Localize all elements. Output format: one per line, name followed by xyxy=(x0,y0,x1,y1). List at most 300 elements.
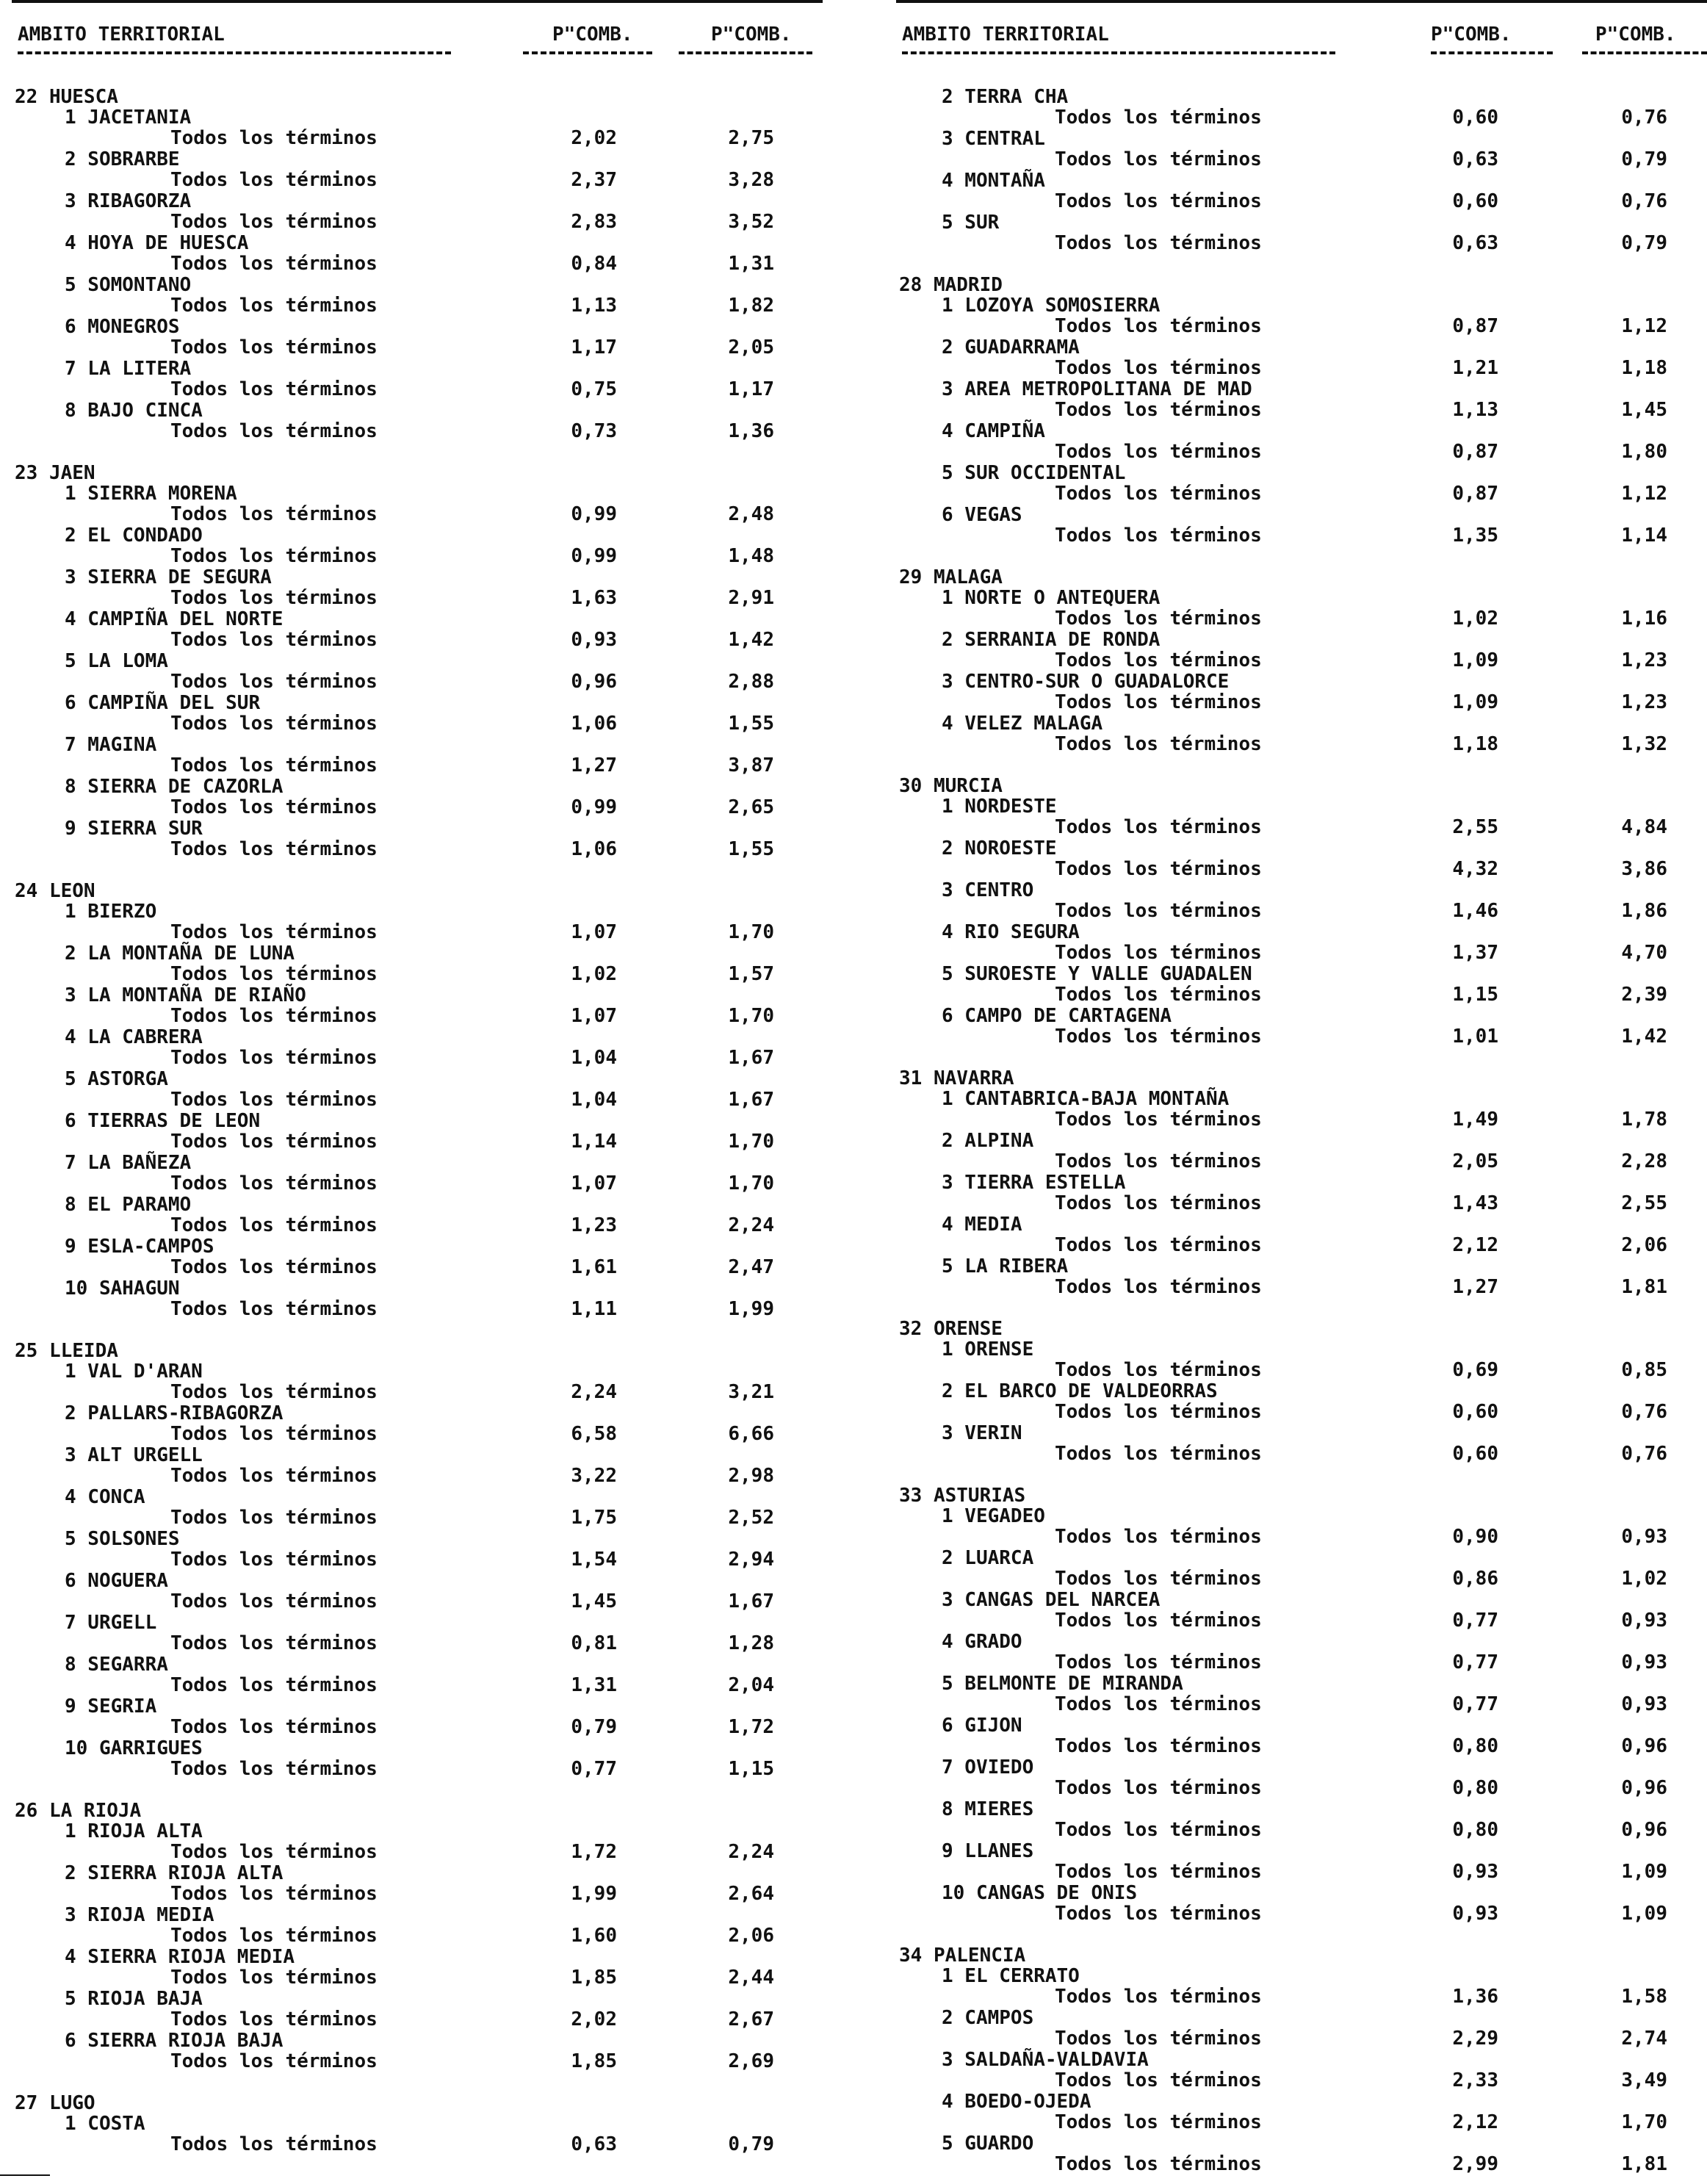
comarca-name: 4 BOEDO-OJEDA xyxy=(942,2091,1091,2113)
comarca-name: 7 LA LITERA xyxy=(65,358,192,380)
row-label: Todos los términos xyxy=(1055,190,1262,212)
value-pcomb-2: 1,58 xyxy=(1621,1986,1667,2008)
value-pcomb-2: 1,81 xyxy=(1621,2153,1667,2175)
value-pcomb-2: 2,91 xyxy=(728,587,774,609)
value-pcomb-2: 2,06 xyxy=(1621,1234,1667,1256)
top-rule xyxy=(12,0,823,3)
row-label: Todos los términos xyxy=(170,2050,378,2072)
row-label: Todos los términos xyxy=(170,503,378,525)
value-pcomb-1: 1,45 xyxy=(571,1590,617,1612)
value-pcomb-1: 1,46 xyxy=(1452,900,1498,922)
row-label: Todos los términos xyxy=(1055,649,1262,671)
table-row xyxy=(0,797,823,818)
table-row xyxy=(0,253,823,275)
row-label: Todos los términos xyxy=(170,1465,378,1487)
row-label: Todos los términos xyxy=(1055,816,1262,838)
value-pcomb-1: 0,81 xyxy=(571,1632,617,1654)
comarca-name: 2 SERRANIA DE RONDA xyxy=(942,629,1161,651)
province-heading: 26 LA RIOJA xyxy=(15,1800,142,1822)
value-pcomb-1: 3,22 xyxy=(571,1465,617,1487)
value-pcomb-2: 0,76 xyxy=(1621,190,1667,212)
value-pcomb-2: 2,64 xyxy=(728,1883,774,1905)
value-pcomb-2: 0,79 xyxy=(1621,232,1667,254)
value-pcomb-2: 1,36 xyxy=(728,420,774,442)
value-pcomb-2: 1,02 xyxy=(1621,1568,1667,1590)
table-row xyxy=(889,1568,1707,1590)
comarca-name: 4 SIERRA RIOJA MEDIA xyxy=(65,1946,295,1968)
table-row xyxy=(0,1382,823,1403)
table-row xyxy=(0,1257,823,1278)
table-row xyxy=(0,713,823,735)
row-label: Todos los términos xyxy=(170,1172,378,1194)
table-row xyxy=(889,149,1707,170)
row-label: Todos los términos xyxy=(1055,2028,1262,2050)
comarca-name: 3 SALDAÑA-VALDAVIA xyxy=(942,2049,1149,2071)
comarca-name: 3 SIERRA DE SEGURA xyxy=(65,566,272,588)
table-row xyxy=(0,1048,823,1069)
comarca-name: 8 SIERRA DE CAZORLA xyxy=(65,776,284,798)
table-row xyxy=(0,1424,823,1445)
comarca-name: 4 CAMPIÑA xyxy=(942,420,1045,442)
header-rule xyxy=(679,51,812,54)
value-pcomb-2: 0,93 xyxy=(1621,1526,1667,1548)
value-pcomb-2: 3,49 xyxy=(1621,2069,1667,2091)
row-label: Todos los términos xyxy=(1055,1359,1262,1381)
value-pcomb-1: 2,99 xyxy=(1452,2153,1498,2175)
table-row xyxy=(0,839,823,860)
table-row xyxy=(889,1862,1707,1883)
table-row xyxy=(889,1277,1707,1298)
row-label: Todos los términos xyxy=(1055,608,1262,630)
row-label: Todos los términos xyxy=(1055,1192,1262,1214)
table-row xyxy=(889,1652,1707,1673)
province-heading: 34 PALENCIA xyxy=(899,1945,1026,1967)
table-row xyxy=(889,1694,1707,1715)
header-rule xyxy=(902,51,1335,54)
row-label: Todos los términos xyxy=(1055,1693,1262,1715)
value-pcomb-1: 2,24 xyxy=(571,1381,617,1403)
table-row xyxy=(889,1151,1707,1172)
value-pcomb-1: 2,02 xyxy=(571,127,617,149)
comarca-name: 2 LUARCA xyxy=(942,1547,1034,1569)
value-pcomb-1: 0,79 xyxy=(571,1716,617,1738)
table-header xyxy=(889,24,1707,68)
value-pcomb-1: 1,07 xyxy=(571,921,617,943)
comarca-name: 2 GUADARRAMA xyxy=(942,336,1080,358)
comarca-name: 6 NOGUERA xyxy=(65,1570,168,1592)
value-pcomb-2: 1,18 xyxy=(1621,357,1667,379)
table-row xyxy=(0,1591,823,1612)
value-pcomb-1: 1,13 xyxy=(571,295,617,317)
row-label: Todos los términos xyxy=(1055,858,1262,880)
row-label: Todos los términos xyxy=(170,1381,378,1403)
comarca-name: 1 SIERRA MORENA xyxy=(65,483,237,505)
row-label: Todos los términos xyxy=(1055,232,1262,254)
value-pcomb-1: 1,31 xyxy=(571,1674,617,1696)
table-row xyxy=(0,1299,823,1320)
value-pcomb-1: 2,12 xyxy=(1452,2111,1498,2133)
value-pcomb-2: 1,12 xyxy=(1621,315,1667,337)
comarca-name: 6 VEGAS xyxy=(942,504,1022,526)
value-pcomb-1: 0,60 xyxy=(1452,1443,1498,1465)
comarca-name: 5 BELMONTE DE MIRANDA xyxy=(942,1673,1183,1695)
value-pcomb-1: 0,80 xyxy=(1452,1735,1498,1757)
row-label: Todos los términos xyxy=(1055,1610,1262,1632)
comarca-name: 2 LA MONTAÑA DE LUNA xyxy=(65,943,295,965)
value-pcomb-2: 2,98 xyxy=(728,1465,774,1487)
table-row xyxy=(889,1903,1707,1925)
value-pcomb-1: 1,72 xyxy=(571,1841,617,1863)
header-rule xyxy=(1431,51,1553,54)
value-pcomb-1: 0,99 xyxy=(571,796,617,818)
value-pcomb-2: 1,42 xyxy=(728,629,774,651)
row-label: Todos los términos xyxy=(170,963,378,985)
value-pcomb-2: 2,24 xyxy=(728,1841,774,1863)
value-pcomb-1: 0,60 xyxy=(1452,190,1498,212)
value-pcomb-2: 1,23 xyxy=(1621,691,1667,713)
province-heading: 23 JAEN xyxy=(15,462,95,484)
row-label: Todos los términos xyxy=(170,545,378,567)
value-pcomb-1: 1,02 xyxy=(1452,608,1498,630)
comarca-name: 10 CANGAS DE ONIS xyxy=(942,1882,1138,1904)
comarca-name: 5 RIOJA BAJA xyxy=(65,1988,203,2010)
value-pcomb-2: 2,88 xyxy=(728,671,774,693)
comarca-name: 6 CAMPO DE CARTAGENA xyxy=(942,1005,1172,1027)
value-pcomb-1: 1,07 xyxy=(571,1172,617,1194)
value-pcomb-1: 1,17 xyxy=(571,336,617,358)
table-row xyxy=(889,525,1707,547)
row-label: Todos los términos xyxy=(170,420,378,442)
table-row xyxy=(0,379,823,400)
comarca-name: 5 SUROESTE Y VALLE GUADALEN xyxy=(942,963,1252,985)
table-row xyxy=(0,1173,823,1194)
table-row xyxy=(889,1402,1707,1423)
table-row xyxy=(0,1717,823,1738)
value-pcomb-2: 4,84 xyxy=(1621,816,1667,838)
value-pcomb-1: 0,96 xyxy=(571,671,617,693)
header-rule xyxy=(1582,51,1707,54)
comarca-name: 9 SEGRIA xyxy=(65,1695,157,1718)
table-row xyxy=(889,233,1707,254)
value-pcomb-1: 0,90 xyxy=(1452,1526,1498,1548)
row-label: Todos los términos xyxy=(1055,1777,1262,1799)
row-label: Todos los términos xyxy=(1055,1109,1262,1131)
value-pcomb-1: 0,80 xyxy=(1452,1819,1498,1841)
value-pcomb-2: 1,31 xyxy=(728,253,774,275)
comarca-name: 7 LA BAÑEZA xyxy=(65,1152,192,1174)
table-row xyxy=(889,1235,1707,1256)
row-label: Todos los términos xyxy=(1055,1026,1262,1048)
value-pcomb-1: 0,69 xyxy=(1452,1359,1498,1381)
value-pcomb-2: 3,21 xyxy=(728,1381,774,1403)
comarca-name: 3 LA MONTAÑA DE RIAÑO xyxy=(65,984,306,1006)
row-label: Todos los términos xyxy=(170,1131,378,1153)
comarca-name: 2 NOROESTE xyxy=(942,837,1057,859)
value-pcomb-2: 1,67 xyxy=(728,1089,774,1111)
value-pcomb-1: 1,23 xyxy=(571,1214,617,1236)
value-pcomb-1: 6,58 xyxy=(571,1423,617,1445)
row-label: Todos los términos xyxy=(170,336,378,358)
value-pcomb-1: 1,06 xyxy=(571,838,617,860)
comarca-name: 1 VAL D'ARAN xyxy=(65,1361,203,1383)
province-heading: 33 ASTURIAS xyxy=(899,1485,1026,1507)
value-pcomb-2: 3,52 xyxy=(728,211,774,233)
value-pcomb-1: 0,60 xyxy=(1452,107,1498,129)
value-pcomb-2: 1,45 xyxy=(1621,399,1667,421)
table-row xyxy=(889,901,1707,922)
value-pcomb-1: 1,27 xyxy=(571,754,617,776)
table-row xyxy=(0,964,823,985)
comarca-name: 3 CENTRO xyxy=(942,879,1034,901)
row-label: Todos los términos xyxy=(170,1883,378,1905)
row-label: Todos los términos xyxy=(1055,1986,1262,2008)
value-pcomb-2: 1,70 xyxy=(728,1172,774,1194)
table-row xyxy=(0,922,823,943)
row-label: Todos los términos xyxy=(170,1841,378,1863)
value-pcomb-2: 1,81 xyxy=(1621,1276,1667,1298)
table-row xyxy=(889,1736,1707,1757)
value-pcomb-1: 2,29 xyxy=(1452,2028,1498,2050)
comarca-name: 3 TIERRA ESTELLA xyxy=(942,1172,1126,1194)
comarca-name: 3 VERIN xyxy=(942,1422,1022,1444)
header-rule xyxy=(18,51,451,54)
table-row xyxy=(889,859,1707,880)
value-pcomb-2: 2,94 xyxy=(728,1549,774,1571)
comarca-name: 8 EL PARAMO xyxy=(65,1194,192,1216)
header-col2: P"COMB. xyxy=(711,24,792,46)
comarca-name: 5 SOMONTANO xyxy=(65,274,192,296)
value-pcomb-1: 0,77 xyxy=(1452,1651,1498,1673)
table-row xyxy=(889,734,1707,755)
province-heading: 27 LUGO xyxy=(15,2092,95,2114)
comarca-name: 1 EL CERRATO xyxy=(942,1965,1080,1987)
row-label: Todos los términos xyxy=(1055,733,1262,755)
value-pcomb-2: 3,28 xyxy=(728,169,774,191)
table-row xyxy=(0,2051,823,2072)
value-pcomb-1: 0,77 xyxy=(571,1758,617,1780)
comarca-name: 4 HOYA DE HUESCA xyxy=(65,232,249,254)
value-pcomb-1: 1,85 xyxy=(571,2050,617,2072)
value-pcomb-1: 0,75 xyxy=(571,378,617,400)
value-pcomb-2: 1,67 xyxy=(728,1590,774,1612)
value-pcomb-2: 1,70 xyxy=(728,1005,774,1027)
comarca-name: 9 ESLA-CAMPOS xyxy=(65,1236,214,1258)
comarca-name: 1 COSTA xyxy=(65,2113,145,2135)
row-label: Todos los términos xyxy=(170,1089,378,1111)
value-pcomb-1: 4,32 xyxy=(1452,858,1498,880)
table-row xyxy=(0,337,823,358)
value-pcomb-1: 1,27 xyxy=(1452,1276,1498,1298)
table-row xyxy=(889,191,1707,212)
row-label: Todos los términos xyxy=(1055,1276,1262,1298)
value-pcomb-1: 0,80 xyxy=(1452,1777,1498,1799)
header-ambito: AMBITO TERRITORIAL xyxy=(18,24,225,46)
table-row xyxy=(0,1466,823,1487)
row-label: Todos los términos xyxy=(1055,1526,1262,1548)
comarca-name: 9 LLANES xyxy=(942,1840,1034,1862)
value-pcomb-2: 2,24 xyxy=(728,1214,774,1236)
row-label: Todos los términos xyxy=(170,169,378,191)
value-pcomb-1: 0,93 xyxy=(1452,1861,1498,1883)
value-pcomb-2: 1,55 xyxy=(728,713,774,735)
row-label: Todos los términos xyxy=(170,1214,378,1236)
row-label: Todos los términos xyxy=(170,1674,378,1696)
row-label: Todos los términos xyxy=(170,1047,378,1069)
table-row xyxy=(889,1778,1707,1799)
comarca-name: 3 AREA METROPOLITANA DE MAD xyxy=(942,378,1252,400)
row-label: Todos los términos xyxy=(170,1423,378,1445)
row-label: Todos los términos xyxy=(170,2133,378,2155)
value-pcomb-2: 2,44 xyxy=(728,1967,774,1989)
comarca-name: 9 SIERRA SUR xyxy=(65,818,203,840)
table-row xyxy=(0,630,823,651)
row-label: Todos los términos xyxy=(1055,900,1262,922)
value-pcomb-2: 2,47 xyxy=(728,1256,774,1278)
comarca-name: 10 GARRIGUES xyxy=(65,1737,203,1759)
table-header xyxy=(0,24,823,68)
value-pcomb-2: 1,86 xyxy=(1621,900,1667,922)
value-pcomb-1: 0,63 xyxy=(1452,148,1498,170)
value-pcomb-2: 1,70 xyxy=(728,921,774,943)
row-label: Todos los términos xyxy=(170,2008,378,2030)
table-row xyxy=(889,943,1707,964)
value-pcomb-2: 0,96 xyxy=(1621,1777,1667,1799)
value-pcomb-1: 1,85 xyxy=(571,1967,617,1989)
value-pcomb-2: 2,74 xyxy=(1621,2028,1667,2050)
table-row xyxy=(889,1193,1707,1214)
row-label: Todos los términos xyxy=(170,253,378,275)
comarca-name: 3 RIOJA MEDIA xyxy=(65,1904,214,1926)
value-pcomb-2: 1,16 xyxy=(1621,608,1667,630)
table-row xyxy=(889,2028,1707,2050)
row-label: Todos los términos xyxy=(1055,691,1262,713)
comarca-name: 10 SAHAGUN xyxy=(65,1277,180,1300)
value-pcomb-1: 0,87 xyxy=(1452,315,1498,337)
comarca-name: 3 ALT URGELL xyxy=(65,1444,203,1466)
value-pcomb-2: 1,09 xyxy=(1621,1861,1667,1883)
value-pcomb-2: 1,23 xyxy=(1621,649,1667,671)
row-label: Todos los términos xyxy=(170,754,378,776)
value-pcomb-2: 2,05 xyxy=(728,336,774,358)
value-pcomb-2: 0,93 xyxy=(1621,1610,1667,1632)
table-row xyxy=(0,1089,823,1111)
row-label: Todos los términos xyxy=(1055,1401,1262,1423)
row-label: Todos los términos xyxy=(1055,483,1262,505)
value-pcomb-1: 1,63 xyxy=(571,587,617,609)
value-pcomb-1: 0,77 xyxy=(1452,1693,1498,1715)
comarca-name: 7 OVIEDO xyxy=(942,1756,1034,1778)
value-pcomb-2: 3,87 xyxy=(728,754,774,776)
comarca-name: 1 JACETANIA xyxy=(65,107,192,129)
comarca-name: 5 ASTORGA xyxy=(65,1068,168,1090)
comarca-name: 2 ALPINA xyxy=(942,1130,1034,1152)
comarca-name: 8 MIERES xyxy=(942,1798,1034,1820)
value-pcomb-2: 1,09 xyxy=(1621,1903,1667,1925)
table-row xyxy=(0,1759,823,1780)
value-pcomb-2: 2,75 xyxy=(728,127,774,149)
comarca-name: 2 SOBRARBE xyxy=(65,148,180,170)
province-heading: 22 HUESCA xyxy=(15,86,118,108)
value-pcomb-1: 1,09 xyxy=(1452,691,1498,713)
value-pcomb-1: 2,12 xyxy=(1452,1234,1498,1256)
row-label: Todos los términos xyxy=(1055,525,1262,547)
table-row xyxy=(0,295,823,317)
value-pcomb-2: 1,70 xyxy=(1621,2111,1667,2133)
value-pcomb-2: 1,32 xyxy=(1621,733,1667,755)
value-pcomb-1: 1,37 xyxy=(1452,942,1498,964)
value-pcomb-2: 0,96 xyxy=(1621,1735,1667,1757)
row-label: Todos los términos xyxy=(1055,2111,1262,2133)
comarca-name: 5 GUARDO xyxy=(942,2133,1034,2155)
value-pcomb-2: 1,82 xyxy=(728,295,774,317)
value-pcomb-2: 0,76 xyxy=(1621,1401,1667,1423)
value-pcomb-1: 1,21 xyxy=(1452,357,1498,379)
value-pcomb-2: 1,48 xyxy=(728,545,774,567)
row-label: Todos los términos xyxy=(1055,1150,1262,1172)
value-pcomb-2: 1,99 xyxy=(728,1298,774,1320)
row-label: Todos los términos xyxy=(1055,1651,1262,1673)
value-pcomb-2: 2,04 xyxy=(728,1674,774,1696)
comarca-name: 5 SUR OCCIDENTAL xyxy=(942,462,1126,484)
comarca-name: 7 MAGINA xyxy=(65,734,157,756)
table-row xyxy=(0,546,823,567)
comarca-name: 1 VEGADEO xyxy=(942,1505,1045,1527)
row-label: Todos los términos xyxy=(1055,2153,1262,2175)
row-label: Todos los términos xyxy=(170,1298,378,1320)
row-label: Todos los términos xyxy=(170,1758,378,1780)
header-col1: P"COMB. xyxy=(1431,24,1512,46)
value-pcomb-1: 1,75 xyxy=(571,1507,617,1529)
row-label: Todos los términos xyxy=(170,1632,378,1654)
comarca-name: 1 RIOJA ALTA xyxy=(65,1820,203,1842)
table-row xyxy=(0,2009,823,2030)
value-pcomb-1: 1,04 xyxy=(571,1047,617,1069)
row-label: Todos los términos xyxy=(1055,984,1262,1006)
comarca-name: 2 CAMPOS xyxy=(942,2007,1034,2029)
value-pcomb-1: 0,63 xyxy=(571,2133,617,2155)
row-label: Todos los términos xyxy=(170,713,378,735)
comarca-name: 2 EL CONDADO xyxy=(65,525,203,547)
value-pcomb-1: 0,86 xyxy=(1452,1568,1498,1590)
table-row xyxy=(889,1820,1707,1841)
value-pcomb-1: 0,99 xyxy=(571,545,617,567)
comarca-name: 4 MONTAÑA xyxy=(942,170,1045,192)
comarca-name: 3 CENTRO-SUR O GUADALORCE xyxy=(942,671,1230,693)
row-label: Todos los términos xyxy=(1055,1443,1262,1465)
province-heading: 32 ORENSE xyxy=(899,1318,1003,1340)
value-pcomb-1: 2,05 xyxy=(1452,1150,1498,1172)
header-ambito: AMBITO TERRITORIAL xyxy=(902,24,1109,46)
table-row xyxy=(889,1444,1707,1465)
value-pcomb-2: 1,17 xyxy=(728,378,774,400)
comarca-name: 1 BIERZO xyxy=(65,901,157,923)
value-pcomb-2: 6,66 xyxy=(728,1423,774,1445)
row-label: Todos los términos xyxy=(1055,2069,1262,2091)
value-pcomb-2: 0,79 xyxy=(1621,148,1667,170)
row-label: Todos los términos xyxy=(170,921,378,943)
row-label: Todos los términos xyxy=(1055,1819,1262,1841)
table-row xyxy=(0,1131,823,1153)
value-pcomb-2: 1,14 xyxy=(1621,525,1667,547)
value-pcomb-1: 1,09 xyxy=(1452,649,1498,671)
table-row xyxy=(0,1842,823,1863)
row-label: Todos los términos xyxy=(1055,1234,1262,1256)
row-label: Todos los términos xyxy=(1055,1861,1262,1883)
value-pcomb-2: 2,48 xyxy=(728,503,774,525)
table-row xyxy=(889,316,1707,337)
table-row xyxy=(889,608,1707,630)
value-pcomb-2: 4,70 xyxy=(1621,942,1667,964)
